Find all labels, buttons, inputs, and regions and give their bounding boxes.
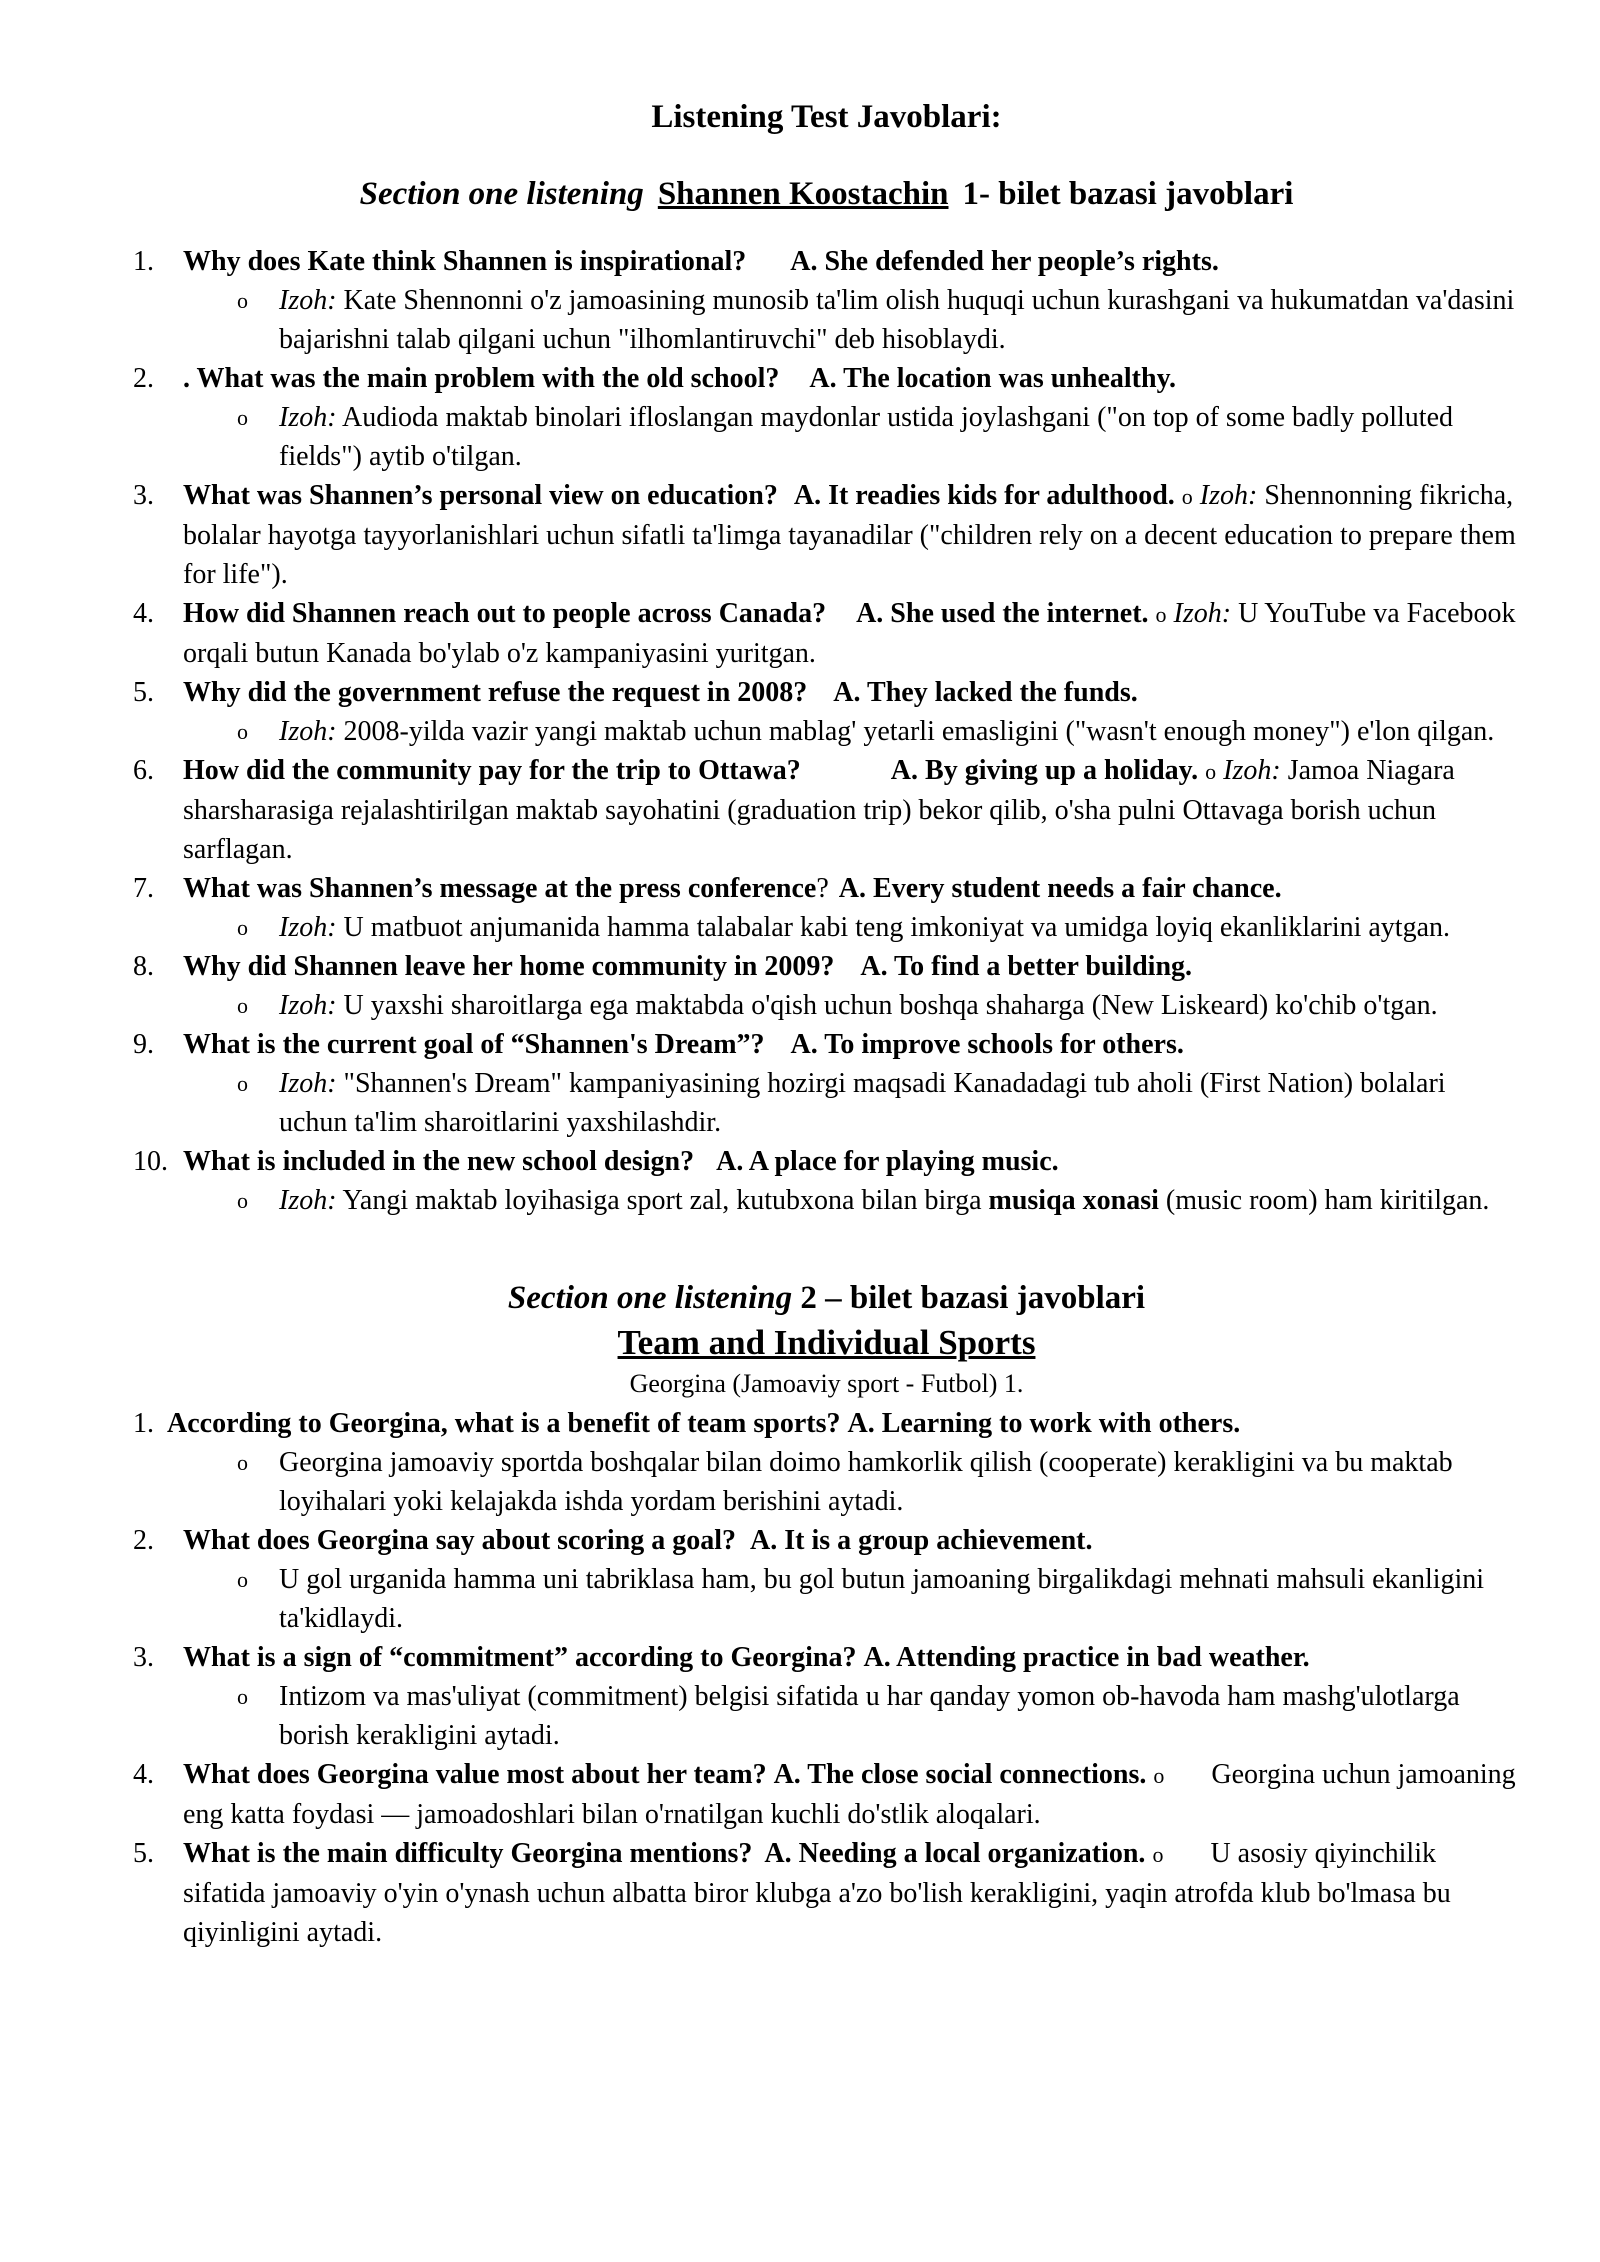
answer-text: A. She used the internet.	[856, 598, 1149, 629]
explanation	[183, 1560, 1520, 1638]
question-text: Why does Kate think Shannen is inspirational?	[183, 246, 747, 277]
explanation-label: Izoh:	[279, 1185, 337, 1216]
answer-text: A. It readies kids for adulthood.	[793, 480, 1175, 511]
list-item	[133, 947, 1520, 1025]
bullet-circle-icon: o	[1181, 484, 1193, 509]
bullet-circle-icon: o	[237, 288, 248, 313]
section2-heading	[133, 1276, 1520, 1320]
bullet-circle-icon: o	[237, 1071, 248, 1096]
document-title: Listening Test Javoblari:	[651, 99, 1002, 135]
answer-text: A. The close social connections.	[773, 1759, 1147, 1790]
question-mark: ?	[816, 873, 829, 904]
bullet-circle-icon: o	[237, 1567, 248, 1592]
question-text: What was Shannen’s message at the press conference	[183, 873, 817, 904]
list-item	[133, 594, 1520, 673]
answer-text: A. Every student needs a fair chance.	[838, 873, 1282, 904]
explanation	[183, 1064, 1520, 1142]
explanation-label: Izoh:	[1173, 598, 1232, 629]
question-number: 5.	[133, 677, 154, 708]
explanation-text: U yaxshi sharoitlarga ega maktabda o'qish uchun boshqa shaharga (New Liskeard) ko'chib o'tgan.	[343, 990, 1438, 1021]
explanation-text: Shennonning fikricha, bolalar hayotga tayyorlanishlari uchun sifatli ta'limga tayanadilar ("children rely on a decent education to prepare them for life").	[183, 480, 1516, 590]
question-number: 5.	[133, 1838, 154, 1869]
explanation-text: U YouTube va Facebook orqali butun Kanada bo'ylab o'z kampaniyasini yuritgan.	[183, 598, 1516, 669]
list-item	[133, 242, 1520, 359]
question-text: What is the main difficulty Georgina mentions?	[183, 1838, 753, 1869]
bullet-circle-icon: o	[237, 1450, 248, 1475]
explanation-label: Izoh:	[1223, 755, 1281, 786]
explanation	[167, 1443, 1520, 1521]
question-number: 1.	[133, 1408, 154, 1439]
answer-text: A. To improve schools for others.	[790, 1029, 1184, 1060]
question-text: . What was the main problem with the old school?	[183, 363, 780, 394]
explanation-text: U matbuot anjumanida hamma talabalar kabi teng imkoniyat va umidga loyiq ekanliklarini aytgan.	[343, 912, 1451, 943]
answer-text: A. Attending practice in bad weather.	[863, 1642, 1310, 1673]
bullet-circle-icon: o	[237, 1684, 248, 1709]
explanation-label: Izoh:	[279, 402, 337, 433]
bullet-circle-icon: o	[1205, 759, 1217, 784]
section2-question-list	[133, 1404, 1520, 1952]
question-text: Why did Shannen leave her home community in 2009?	[183, 951, 835, 982]
explanation	[183, 986, 1520, 1025]
explanation-text: U asosiy qiyinchilik sifatida jamoaviy o'yin o'ynash uchun albatta biror klubga a'zo bo'lish kerakligini, yaqin atrofda klub bo'lmasa bu qiyinligini aytadi.	[183, 1838, 1451, 1948]
question-text: Why did the government refuse the request in 2008?	[183, 677, 808, 708]
list-item	[133, 359, 1520, 476]
bullet-circle-icon: o	[237, 719, 248, 744]
explanation-text: Intizom va mas'uliyat (commitment) belgisi sifatida u har qanday yomon ob-havoda ham mashg'ulotlarga borish kerakligini aytadi.	[279, 1681, 1460, 1751]
explanation-label: Izoh:	[279, 1068, 337, 1099]
list-item	[133, 1404, 1520, 1521]
bullet-circle-icon: o	[237, 993, 248, 1018]
section2-person-line: Georgina (Jamoaviy sport - Futbol) 1.	[629, 1369, 1024, 1398]
answer-text: A. Needing a local organization.	[764, 1838, 1146, 1869]
explanation-text: Georgina jamoaviy sportda boshqalar bilan doimo hamkorlik qilish (cooperate) kerakligini va bu maktab loyihalari yoki kelajakda ishda yordam berishini aytadi.	[279, 1447, 1453, 1517]
question-number: 3.	[133, 480, 154, 511]
list-item	[133, 1638, 1520, 1755]
list-item	[133, 751, 1520, 869]
explanation-label: Izoh:	[279, 285, 337, 316]
list-item	[133, 1142, 1520, 1220]
explanation-text-after: (music room) ham kiritilgan.	[1165, 1185, 1490, 1216]
question-number: 7.	[133, 873, 154, 904]
explanation-label: Izoh:	[279, 716, 337, 747]
question-number: 6.	[133, 755, 154, 786]
explanation-text: Jamoa Niagara sharsharasiga rejalashtirilgan maktab sayohatini (graduation trip) bekor qilib, o'sha pulni Ottavaga borish uchun sarflagan.	[183, 755, 1455, 865]
explanation-text-bold: musiqa xonasi	[988, 1185, 1159, 1216]
question-number: 2.	[133, 363, 154, 394]
section1-heading	[133, 170, 1520, 218]
question-text: According to Georgina, what is a benefit of team sports?	[167, 1408, 841, 1439]
section1-heading-italic: Section one listening	[359, 176, 644, 212]
section2-subtitle: Team and Individual Sports	[617, 1323, 1036, 1362]
section1-question-list	[133, 242, 1520, 1220]
answer-text: A. Learning to work with others.	[847, 1408, 1241, 1439]
question-text: What is included in the new school design?	[183, 1146, 695, 1177]
bullet-circle-icon: o	[237, 915, 248, 940]
list-item	[133, 1025, 1520, 1142]
question-text: How did the community pay for the trip to Ottawa?	[183, 755, 801, 786]
explanation-label: Izoh:	[279, 912, 337, 943]
explanation	[183, 712, 1520, 751]
list-item	[133, 1755, 1520, 1834]
question-number: 2.	[133, 1525, 154, 1556]
explanation-text: Kate Shennonni o'z jamoasining munosib ta'lim olish huquqi uchun kurashgani va hukumatdan va'dasini bajarishni talab qilgani uchun "ilhomlantiruvchi" deb hisoblaydi.	[279, 285, 1515, 355]
answer-text: A. It is a group achievement.	[750, 1525, 1093, 1556]
answer-text: A. By giving up a holiday.	[890, 755, 1199, 786]
list-item	[133, 869, 1520, 947]
question-number: 4.	[133, 598, 154, 629]
section2-heading-rest: 2 – bilet bazasi javoblari	[800, 1280, 1146, 1316]
section1-heading-rest: 1- bilet bazasi javoblari	[962, 176, 1294, 212]
answer-text: A. She defended her people’s rights.	[790, 246, 1219, 277]
explanation-text: "Shannen's Dream" kampaniyasining hozirgi maqsadi Kanadadagi tub aholi (First Nation) bolalari uchun ta'lim sharoitlarini yaxshilashdir.	[279, 1068, 1446, 1138]
question-text: What does Georgina value most about her team?	[183, 1759, 767, 1790]
explanation-text-before: Yangi maktab loyihasiga sport zal, kutubxona bilan birga	[342, 1185, 982, 1216]
list-item	[133, 1834, 1520, 1952]
explanation-label: Izoh:	[1199, 480, 1258, 511]
question-number: 8.	[133, 951, 154, 982]
section2-heading-italic: Section one listening	[507, 1280, 793, 1316]
answer-text: A. A place for playing music.	[716, 1146, 1059, 1177]
explanation	[183, 398, 1520, 476]
question-text: What is a sign of “commitment” according to Georgina?	[183, 1642, 857, 1673]
section2	[133, 1276, 1520, 1952]
list-item	[133, 1521, 1520, 1638]
explanation	[183, 281, 1520, 359]
explanation-text: 2008-yilda vazir yangi maktab uchun mablag' yetarli emasligini ("wasn't enough money") e'lon qilgan.	[343, 716, 1495, 747]
question-number: 4.	[133, 1759, 154, 1790]
answer-text: A. To find a better building.	[860, 951, 1193, 982]
explanation	[183, 908, 1520, 947]
answer-text: A. The location was unhealthy.	[809, 363, 1177, 394]
question-number: 9.	[133, 1029, 154, 1060]
question-number: 1.	[133, 246, 154, 277]
question-text: What is the current goal of “Shannen's Dream”?	[183, 1029, 765, 1060]
section1-heading-name: Shannen Koostachin	[657, 176, 949, 212]
bullet-circle-icon: o	[1153, 1763, 1165, 1788]
question-text: What does Georgina say about scoring a goal?	[183, 1525, 737, 1556]
explanation	[183, 1677, 1520, 1755]
question-text: What was Shannen’s personal view on education?	[183, 480, 778, 511]
question-number: 3.	[133, 1642, 154, 1673]
answer-text: A. They lacked the funds.	[833, 677, 1138, 708]
explanation-text: Audioda maktab binolari ifloslangan maydonlar ustida joylashgani ("on top of some badly polluted fields") aytib o'tilgan.	[279, 402, 1454, 472]
explanation-label: Izoh:	[279, 990, 337, 1021]
list-item	[133, 673, 1520, 751]
question-number: 10.	[133, 1146, 168, 1177]
list-item	[133, 476, 1520, 594]
bullet-circle-icon: o	[1152, 1842, 1164, 1867]
bullet-circle-icon: o	[1155, 602, 1167, 627]
explanation-text: Georgina uchun jamoaning eng katta foydasi — jamoadoshlari bilan o'rnatilgan kuchli do'stlik aloqalari.	[183, 1759, 1516, 1830]
bullet-circle-icon: o	[237, 405, 248, 430]
bullet-circle-icon: o	[237, 1188, 248, 1213]
explanation	[183, 1181, 1520, 1220]
explanation-text: U gol urganida hamma uni tabriklasa ham, bu gol butun jamoaning birgalikdagi mehnati mahsuli ekanligini ta'kidlaydi.	[279, 1564, 1485, 1634]
question-text: How did Shannen reach out to people across Canada?	[183, 598, 827, 629]
